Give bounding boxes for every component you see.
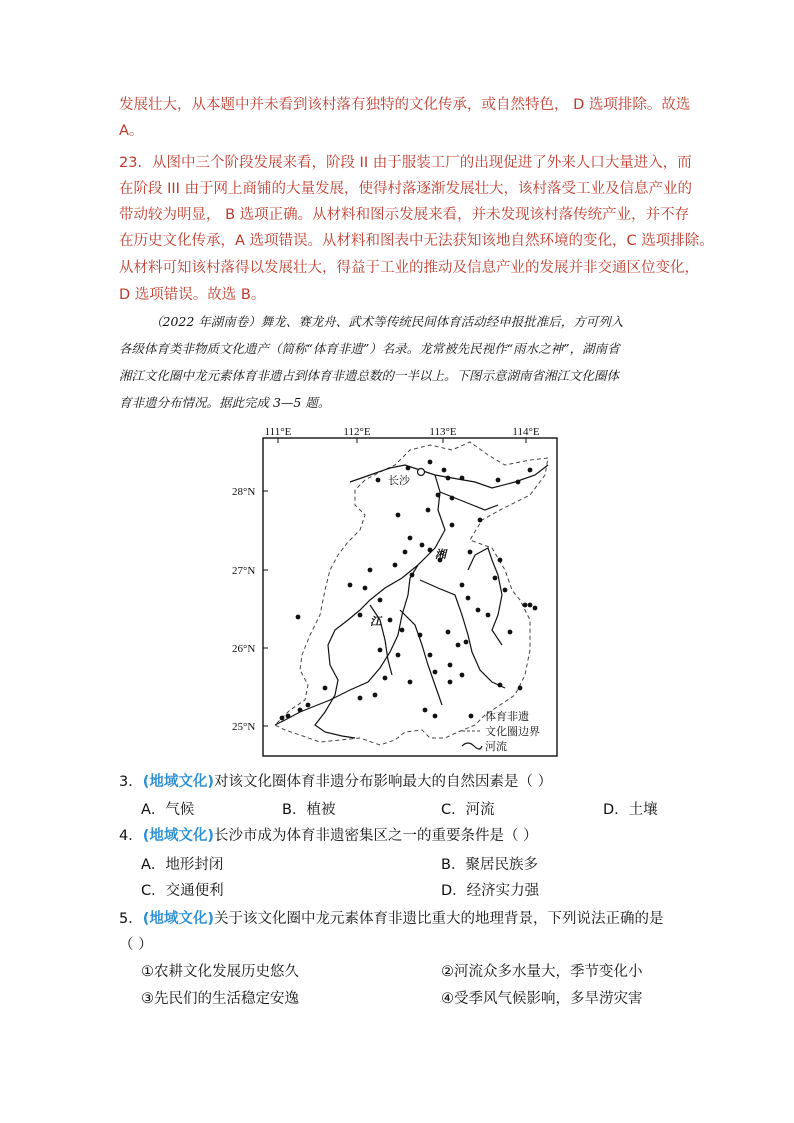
lat-label: 25°N	[232, 721, 256, 733]
option-c[interactable]: C．交通便利	[141, 883, 224, 899]
option-1[interactable]: ①农耕文化发展历史悠久	[141, 964, 299, 980]
option-a[interactable]: A．地形封闭	[141, 857, 224, 873]
option-c[interactable]: C．河流	[441, 802, 495, 818]
legend-item: 文化圈边界	[485, 725, 540, 738]
xiangjiang-culture-map	[230, 420, 570, 762]
explanation-line: 发展壮大，从本题中并未看到该村落有独特的文化传承，或自然特色， D 选项排除。故选	[119, 97, 691, 113]
question-tag: (地域文化)	[142, 774, 214, 790]
explanation-line: 在阶段 III 由于网上商铺的大量发展，使得村落逐渐发展壮大，该村落受工业及信息产业的	[119, 181, 693, 197]
question-tag: (地域文化)	[142, 828, 214, 844]
lon-label: 111°E	[264, 426, 292, 438]
explanation-line: 在历史文化传承，A 选项错误。从材料和图表中无法获知该地自然环境的变化，C 选项排除。	[119, 233, 714, 249]
question-3	[119, 772, 552, 792]
question-number: 4．	[119, 828, 143, 844]
option-b[interactable]: B．聚居民族多	[441, 857, 538, 873]
question-5	[119, 909, 664, 929]
explanation-line: 带动较为明显， B 选项正确。从材料和图示发展来看，并未发现该村落传统产业，并不存	[119, 207, 690, 223]
answer-paren: （ ）	[119, 937, 153, 953]
question-number: 3．	[119, 774, 143, 790]
explanation-line: 从材料可知该村落得以发展壮大，得益于工业的推动及信息产业的发展并非交通区位变化，	[119, 260, 699, 276]
option-d[interactable]: D．土壤	[603, 802, 658, 818]
question-tag: (地域文化)	[142, 911, 214, 927]
option-4[interactable]: ④受季风气候影响，多旱涝灾害	[441, 991, 643, 1007]
question-text: 关于该文化圈中龙元素体育非遗比重大的地理背景，下列说法正确的是	[214, 911, 664, 927]
map-legend	[462, 709, 540, 753]
question-number: 5．	[119, 911, 143, 927]
option-3[interactable]: ③先民们的生活稳定安逸	[141, 991, 299, 1007]
lat-label: 26°N	[232, 643, 256, 655]
option-2[interactable]: ②河流众多水量大，季节变化小	[441, 964, 643, 980]
river-label: 江	[370, 615, 381, 628]
explanation-line: 23．从图中三个阶段发展来看，阶段 II 由于服装工厂的出现促进了外来人口大量进入，而	[119, 155, 692, 171]
intro-line: （2022 年湖南卷）舞龙、赛龙舟、武术等传统民间体育活动经申报批准后，方可列入	[150, 314, 624, 329]
explanation-line: D 选项错误。故选 B。	[119, 287, 266, 303]
city-label: 长沙	[388, 474, 410, 487]
map-frame	[263, 438, 557, 756]
option-a[interactable]: A．气候	[141, 802, 195, 818]
legend-item: 河流	[485, 740, 507, 753]
intro-line: 湘江文化圈中龙元素体育非遗占到体育非遗总数的一半以上。下图示意湖南省湘江文化圈体	[119, 368, 620, 383]
river-label: 湘	[435, 548, 446, 561]
explanation-line: A。	[119, 123, 144, 139]
intro-line: 育非遗分布情况。据此完成 3—5 题。	[119, 395, 331, 410]
option-d[interactable]: D．经济实力强	[441, 883, 540, 899]
lat-label: 28°N	[232, 486, 256, 498]
question-4	[119, 826, 538, 846]
lat-label: 27°N	[232, 565, 256, 577]
lon-label: 112°E	[343, 426, 371, 438]
option-b[interactable]: B．植被	[282, 802, 336, 818]
lon-label: 113°E	[429, 426, 457, 438]
legend-item: 体育非遗	[485, 710, 529, 723]
lon-label: 114°E	[512, 426, 540, 438]
changsha-marker	[418, 469, 425, 476]
culture-boundary	[275, 442, 548, 745]
question-text: 对该文化圈体育非遗分布影响最大的自然因素是（ ）	[214, 774, 553, 790]
intro-line: 各级体育类非物质文化遗产（简称“体育非遗”）名录。龙常被先民视作“雨水之神”，湖南省	[119, 341, 620, 356]
question-text: 长沙市成为体育非遗密集区之一的重要条件是（ ）	[214, 828, 538, 844]
